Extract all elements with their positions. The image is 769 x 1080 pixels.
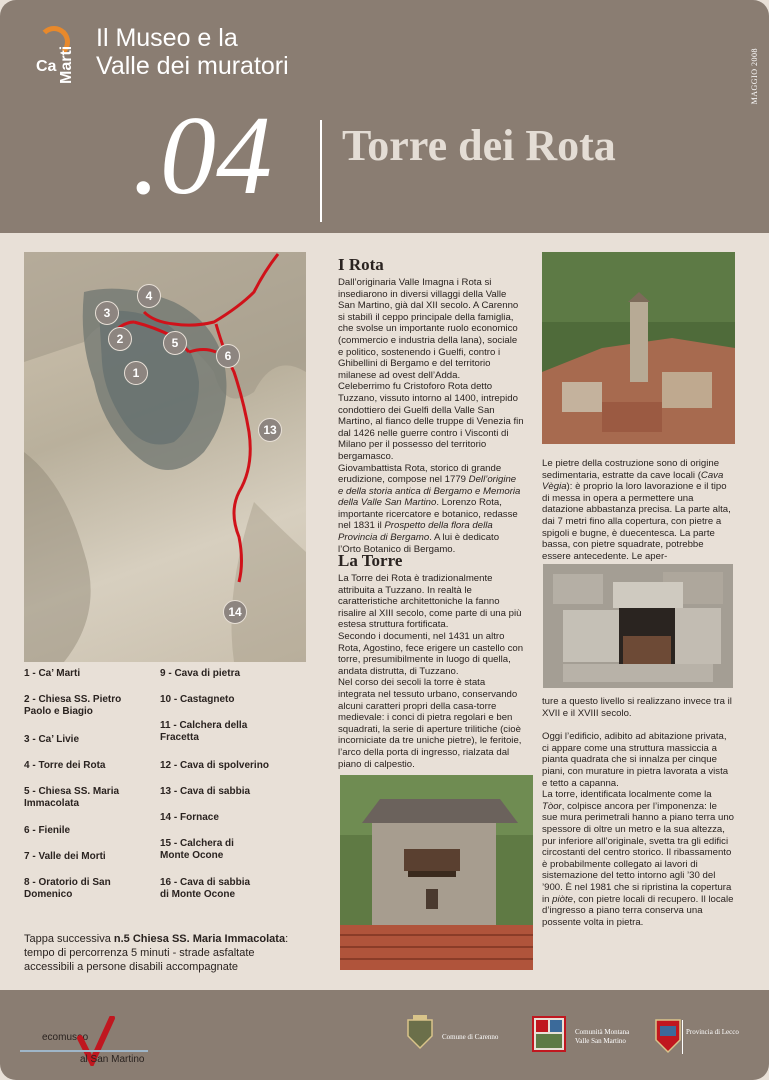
text-run: Le pietre della costruzione sono di origine sedimentaria, estratte da cave locali ( bbox=[542, 458, 720, 481]
section-tower-today bbox=[542, 696, 735, 928]
paragraph: ture a questo livello si realizzano invece tra il XVII e il XVIII secolo. bbox=[542, 696, 732, 719]
next-stop-prefix: Tappa successiva bbox=[24, 933, 114, 945]
ecomuseo-underline bbox=[20, 1050, 148, 1052]
provincia-divider bbox=[682, 1020, 683, 1054]
map-marker-13[interactable]: 13 bbox=[258, 418, 282, 442]
paragraph: Secondo i documenti, nel 1431 un altro Rota, Agostino, fece erigere un castello con torre, presumibilmente in luogo di quella, andata distrutta, di Tuzzano. bbox=[338, 630, 524, 677]
local-term: Tòor bbox=[542, 800, 562, 812]
map-marker-2[interactable]: 2 bbox=[108, 327, 132, 351]
stop-number: .04 bbox=[132, 94, 272, 218]
tower-photo-graphic bbox=[340, 775, 533, 970]
section-heading: La Torre bbox=[338, 551, 403, 570]
paragraph bbox=[338, 463, 524, 556]
legend-item: 11 - Calchera della Fracetta bbox=[160, 720, 248, 743]
book-title: Prospetto della flora della Provincia di Bergamo bbox=[338, 520, 493, 544]
text-run: . A lui è dedicato l’Orto Botanico di Bergamo. bbox=[338, 532, 500, 555]
tower-photo bbox=[340, 775, 533, 970]
legend-item: 10 - Castagneto bbox=[160, 694, 235, 705]
window-photo-graphic bbox=[543, 564, 733, 688]
paragraph: La Torre dei Rota è tradizionalmente attribuita a Tuzzano. In realtà le caratteristiche architettoniche la fanno risalire al XIII secolo, come parte di una più estesa struttura fortificata. bbox=[338, 573, 522, 631]
paragraph bbox=[542, 789, 735, 928]
map-marker-6[interactable]: 6 bbox=[216, 344, 240, 368]
map-marker-14[interactable]: 14 bbox=[223, 600, 247, 624]
legend-item: 14 - Fornace bbox=[160, 812, 219, 823]
legend-item: 7 - Valle dei Morti bbox=[24, 851, 106, 862]
comunita-montana-crest-icon bbox=[532, 1016, 566, 1052]
legend-item: 5 - Chiesa SS. Maria Immacolata bbox=[24, 786, 120, 809]
legend-item: 16 - Cava di sabbia di Monte Ocone bbox=[160, 877, 251, 900]
title-divider bbox=[320, 120, 322, 222]
village-photo bbox=[542, 252, 735, 444]
section-stones bbox=[542, 458, 735, 562]
legend-item: 1 - Ca’ Marti bbox=[24, 668, 81, 679]
legend-item: 12 - Cava di spolverino bbox=[160, 760, 269, 771]
legend-item: 15 - Calchera di Monte Ocone bbox=[160, 838, 234, 861]
book-title: Dell’origine e della storia antica di Bergamo e Memoria della Valle San Martino bbox=[338, 474, 521, 509]
ca-marti-logo bbox=[36, 26, 80, 84]
map-marker-3[interactable]: 3 bbox=[95, 301, 119, 325]
paragraph: Celeberrimo fu Cristoforo Rota detto Tuzzano, vissuto intorno al 1400, intrepido condottiero dei Guelfi della Valle San Martino, al fianco delle truppe di Venezia fin dal 1426 nelle guerre contro i Visconti di Milano per il possesso del territorio bergamasco. bbox=[338, 381, 524, 462]
map-marker-5[interactable]: 5 bbox=[163, 331, 187, 355]
village-photo-graphic bbox=[542, 252, 735, 444]
paragraph: Oggi l’edificio, adibito ad abitazione privata, ci appare come una struttura massiccia a pianta quadrata che si innalza per cinque piani, con murature in pietra lavorata a vista e tetto a capanna. bbox=[542, 731, 729, 789]
provincia-lecco-label: Provincia di Lecco bbox=[686, 1028, 739, 1036]
footer-band bbox=[0, 990, 769, 1080]
text-run: , con pietre locali di recupero. Il locale d’ingresso a piano terra conserva una possente volta in pietra. bbox=[542, 893, 734, 928]
page-title: Torre dei Rota bbox=[342, 121, 616, 170]
section-la-torre bbox=[338, 552, 524, 770]
section-heading: I Rota bbox=[338, 255, 384, 274]
comunita-montana-label bbox=[575, 1028, 629, 1046]
legend-item: 13 - Cava di sabbia bbox=[160, 786, 251, 797]
next-stop-line1 bbox=[24, 932, 314, 946]
logo-ca-text: Ca bbox=[36, 58, 57, 75]
legend-item: 3 - Ca’ Livie bbox=[24, 734, 80, 745]
legend-item: 6 - Fienile bbox=[24, 825, 71, 836]
museum-title bbox=[96, 24, 356, 80]
date-label: MAGGIO 2008 bbox=[750, 48, 759, 105]
comunita-line1: Comunità Montana bbox=[575, 1028, 630, 1036]
comune-carenno-label: Comune di Carenno bbox=[442, 1033, 499, 1041]
next-stop-colon: : bbox=[285, 933, 289, 945]
place-name: Cava Vègia bbox=[542, 469, 724, 493]
map-marker-4[interactable]: 4 bbox=[137, 284, 161, 308]
map-marker-1[interactable]: 1 bbox=[124, 361, 148, 385]
text-run: ): è proprio la loro lavorazione e il tipo di messa in opera a permettere una datazione abbastanza precisa. La parte alta, dai 7 metri fino alla copertura, con pietre a spigoli e bugne, è duecentesca. La parte bassa, con pietre squadrate, potrebbe essere antecedente. Le aper- bbox=[542, 481, 731, 562]
museum-title-line1: Il Museo e la bbox=[96, 24, 238, 52]
carenno-crest-icon bbox=[404, 1014, 436, 1050]
text-run: , colpisce ancora per l’imponenza: le sue mura perimetrali hanno a piano terra uno spessore di oltre un metro e la sua altezza, pur inferiore all’originale, svetta tra gli edifici circostanti del centro storico. Il ribassamento è probabilmente collegato ai lavori di sistemazione del tetto intorno agli ’30 del ’900. È nel 1981 che si ripristina la copertura in bbox=[542, 800, 734, 905]
next-stop-info bbox=[24, 932, 314, 974]
ecomuseo-subtitle: al San Martino bbox=[80, 1054, 145, 1065]
text-run: La torre, identificata localmente come la bbox=[542, 789, 712, 801]
museum-title-line2: Valle dei muratori bbox=[96, 52, 289, 80]
local-term: piòte bbox=[552, 893, 573, 905]
next-stop-line3: accessibili a persone disabili accompagnate bbox=[24, 961, 239, 973]
window-photo bbox=[543, 564, 733, 688]
text-run: . Lorenzo Rota, importante ricercatore e botanico, redasse nel 1831 il bbox=[338, 497, 518, 532]
paragraph: Dall’originaria Valle Imagna i Rota si insediarono in diversi villaggi della Valle San Martino, già dal XII secolo. A Carenno si stabilì il ceppo principale della famiglia, che svolse un importante ruolo economico (commercio e industria della lana), sociale e politico, sostenendo i Guelfi, contro i Ghibellini di Bergamo e del territorio milanese ad ovest dell’Adda. bbox=[338, 277, 519, 381]
route-map bbox=[24, 252, 306, 662]
text-run: Giovambattista Rota, storico di grande erudizione, compose nel 1779 bbox=[338, 462, 502, 486]
ecomuseo-logo bbox=[18, 1002, 178, 1065]
paragraph: Nel corso dei secoli la torre è stata integrata nel tessuto urbano, conservando alcuni caratteri propri della casa-torre medievale: i conci di pietra regolari e ben squadrati, la serie di aperture trilitiche (cioè incorniciate da tre uniche pietre), le feritoie, l’arco della porta di ingresso, rialzata dal piano di calpestio. bbox=[338, 677, 522, 770]
next-stop-line2: tempo di percorrenza 5 minuti - strade asfaltate bbox=[24, 947, 255, 959]
next-stop-name: n.5 Chiesa SS. Maria Immacolata bbox=[113, 933, 286, 945]
paragraph bbox=[542, 458, 735, 562]
header-band bbox=[0, 0, 769, 233]
ecomuseo-label: ecomuseo bbox=[42, 1032, 89, 1043]
section-i-rota bbox=[338, 256, 524, 555]
logo-marti-text: Marti bbox=[58, 45, 75, 84]
comunita-line2: Valle San Martino bbox=[575, 1037, 626, 1045]
legend-item: 9 - Cava di pietra bbox=[160, 668, 241, 679]
map-graphic bbox=[24, 252, 306, 662]
provincia-lecco-crest-icon bbox=[654, 1016, 682, 1054]
legend-item: 2 - Chiesa SS. Pietro Paolo e Biagio bbox=[24, 694, 122, 717]
legend-item: 4 - Torre dei Rota bbox=[24, 760, 106, 771]
legend-item: 8 - Oratorio di San Domenico bbox=[24, 877, 111, 900]
